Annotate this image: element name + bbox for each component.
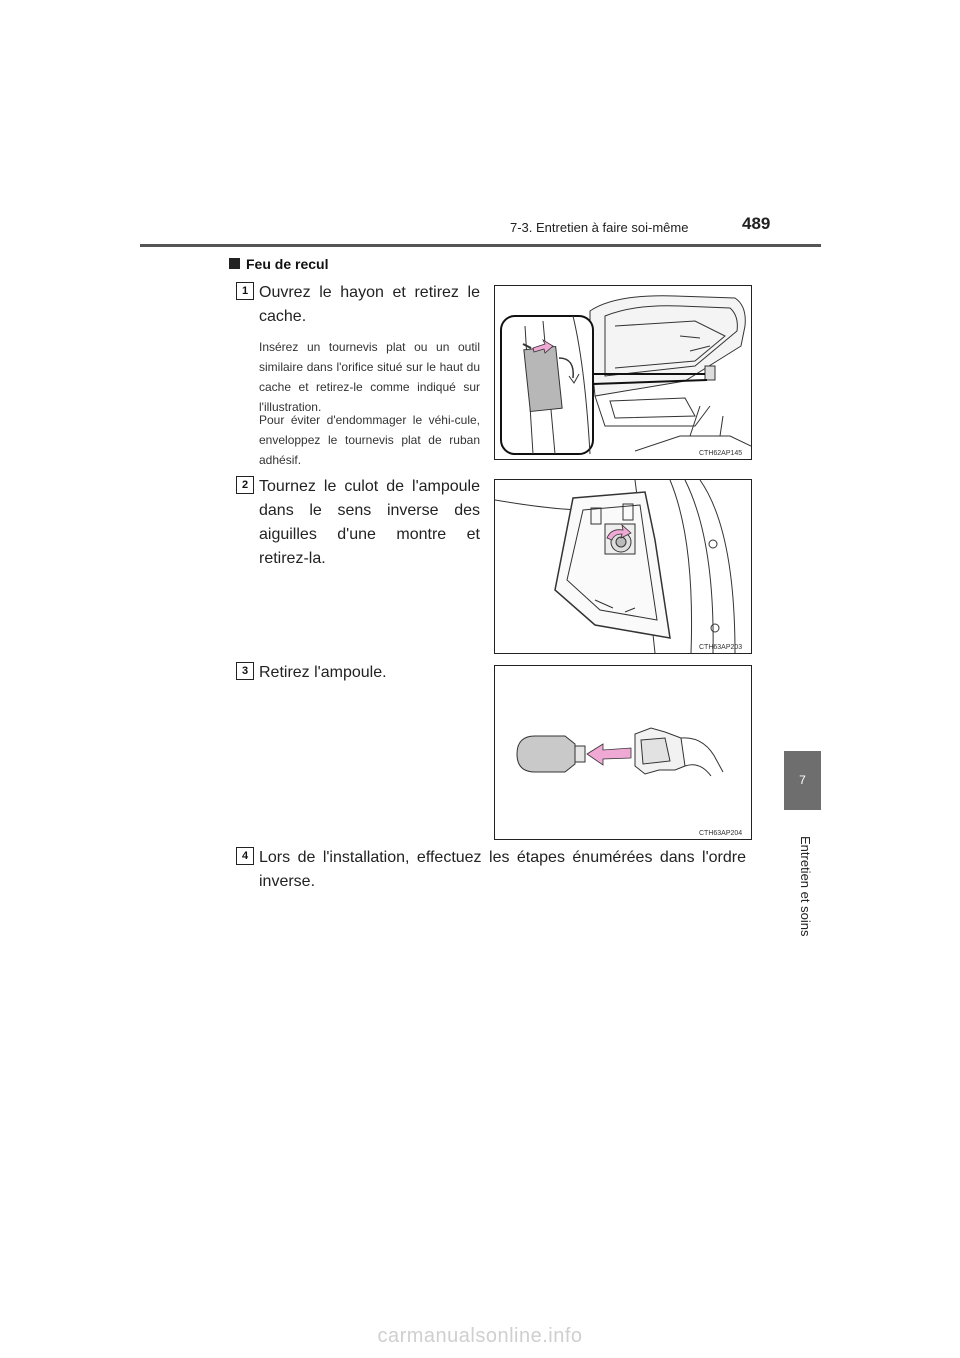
header-divider — [140, 244, 821, 247]
chapter-tab[interactable]: 7 — [784, 751, 821, 810]
step-1-note-1: Insérez un tournevis plat ou un outil similaire dans l'orifice situé sur le haut du cache et retirez-le comme indiqué sur l'illustration. — [259, 340, 480, 414]
figure-bulb-removal — [494, 665, 752, 840]
page-number: 489 — [742, 214, 771, 233]
step-1-number: 1 — [236, 282, 254, 300]
figure-bulb-socket — [494, 479, 752, 654]
step-4-number: 4 — [236, 847, 254, 865]
step-3-text: Retirez l'ampoule. — [259, 664, 387, 681]
step-1-text: Ouvrez le hayon et retirez le cache. — [259, 284, 480, 325]
step-2-number: 2 — [236, 476, 254, 494]
section-heading-text: Feu de recul — [246, 256, 329, 272]
figure-tailgate-cover — [494, 285, 752, 460]
step-4-text: Lors de l'installation, effectuez les étapes énumérées dans l'ordre inverse. — [259, 849, 746, 890]
tailgate-cover-illustration — [495, 286, 751, 459]
figure-2-code: CTH63AP203 — [699, 644, 743, 651]
header-section-title: 7-3. Entretien à faire soi-même — [510, 220, 689, 235]
figure-1-code: CTH62AP145 — [699, 450, 743, 457]
figure-3-code: CTH63AP204 — [699, 830, 743, 837]
section-heading — [229, 256, 328, 272]
step-1-note-2: Pour éviter d'endommager le véhi-cule, enveloppez le tournevis plat de ruban adhésif. — [259, 413, 480, 467]
square-bullet-icon — [229, 258, 240, 269]
bulb-socket-illustration — [495, 480, 751, 653]
step-2-text: Tournez le culot de l'ampoule dans le sens inverse des aiguilles d'une montre et retirez-la. — [259, 478, 480, 567]
footer-watermark: carmanualsonline.info — [377, 1325, 583, 1347]
bulb-removal-illustration — [495, 666, 751, 839]
chapter-title: Entretien et soins — [798, 836, 813, 937]
step-3-number: 3 — [236, 662, 254, 680]
